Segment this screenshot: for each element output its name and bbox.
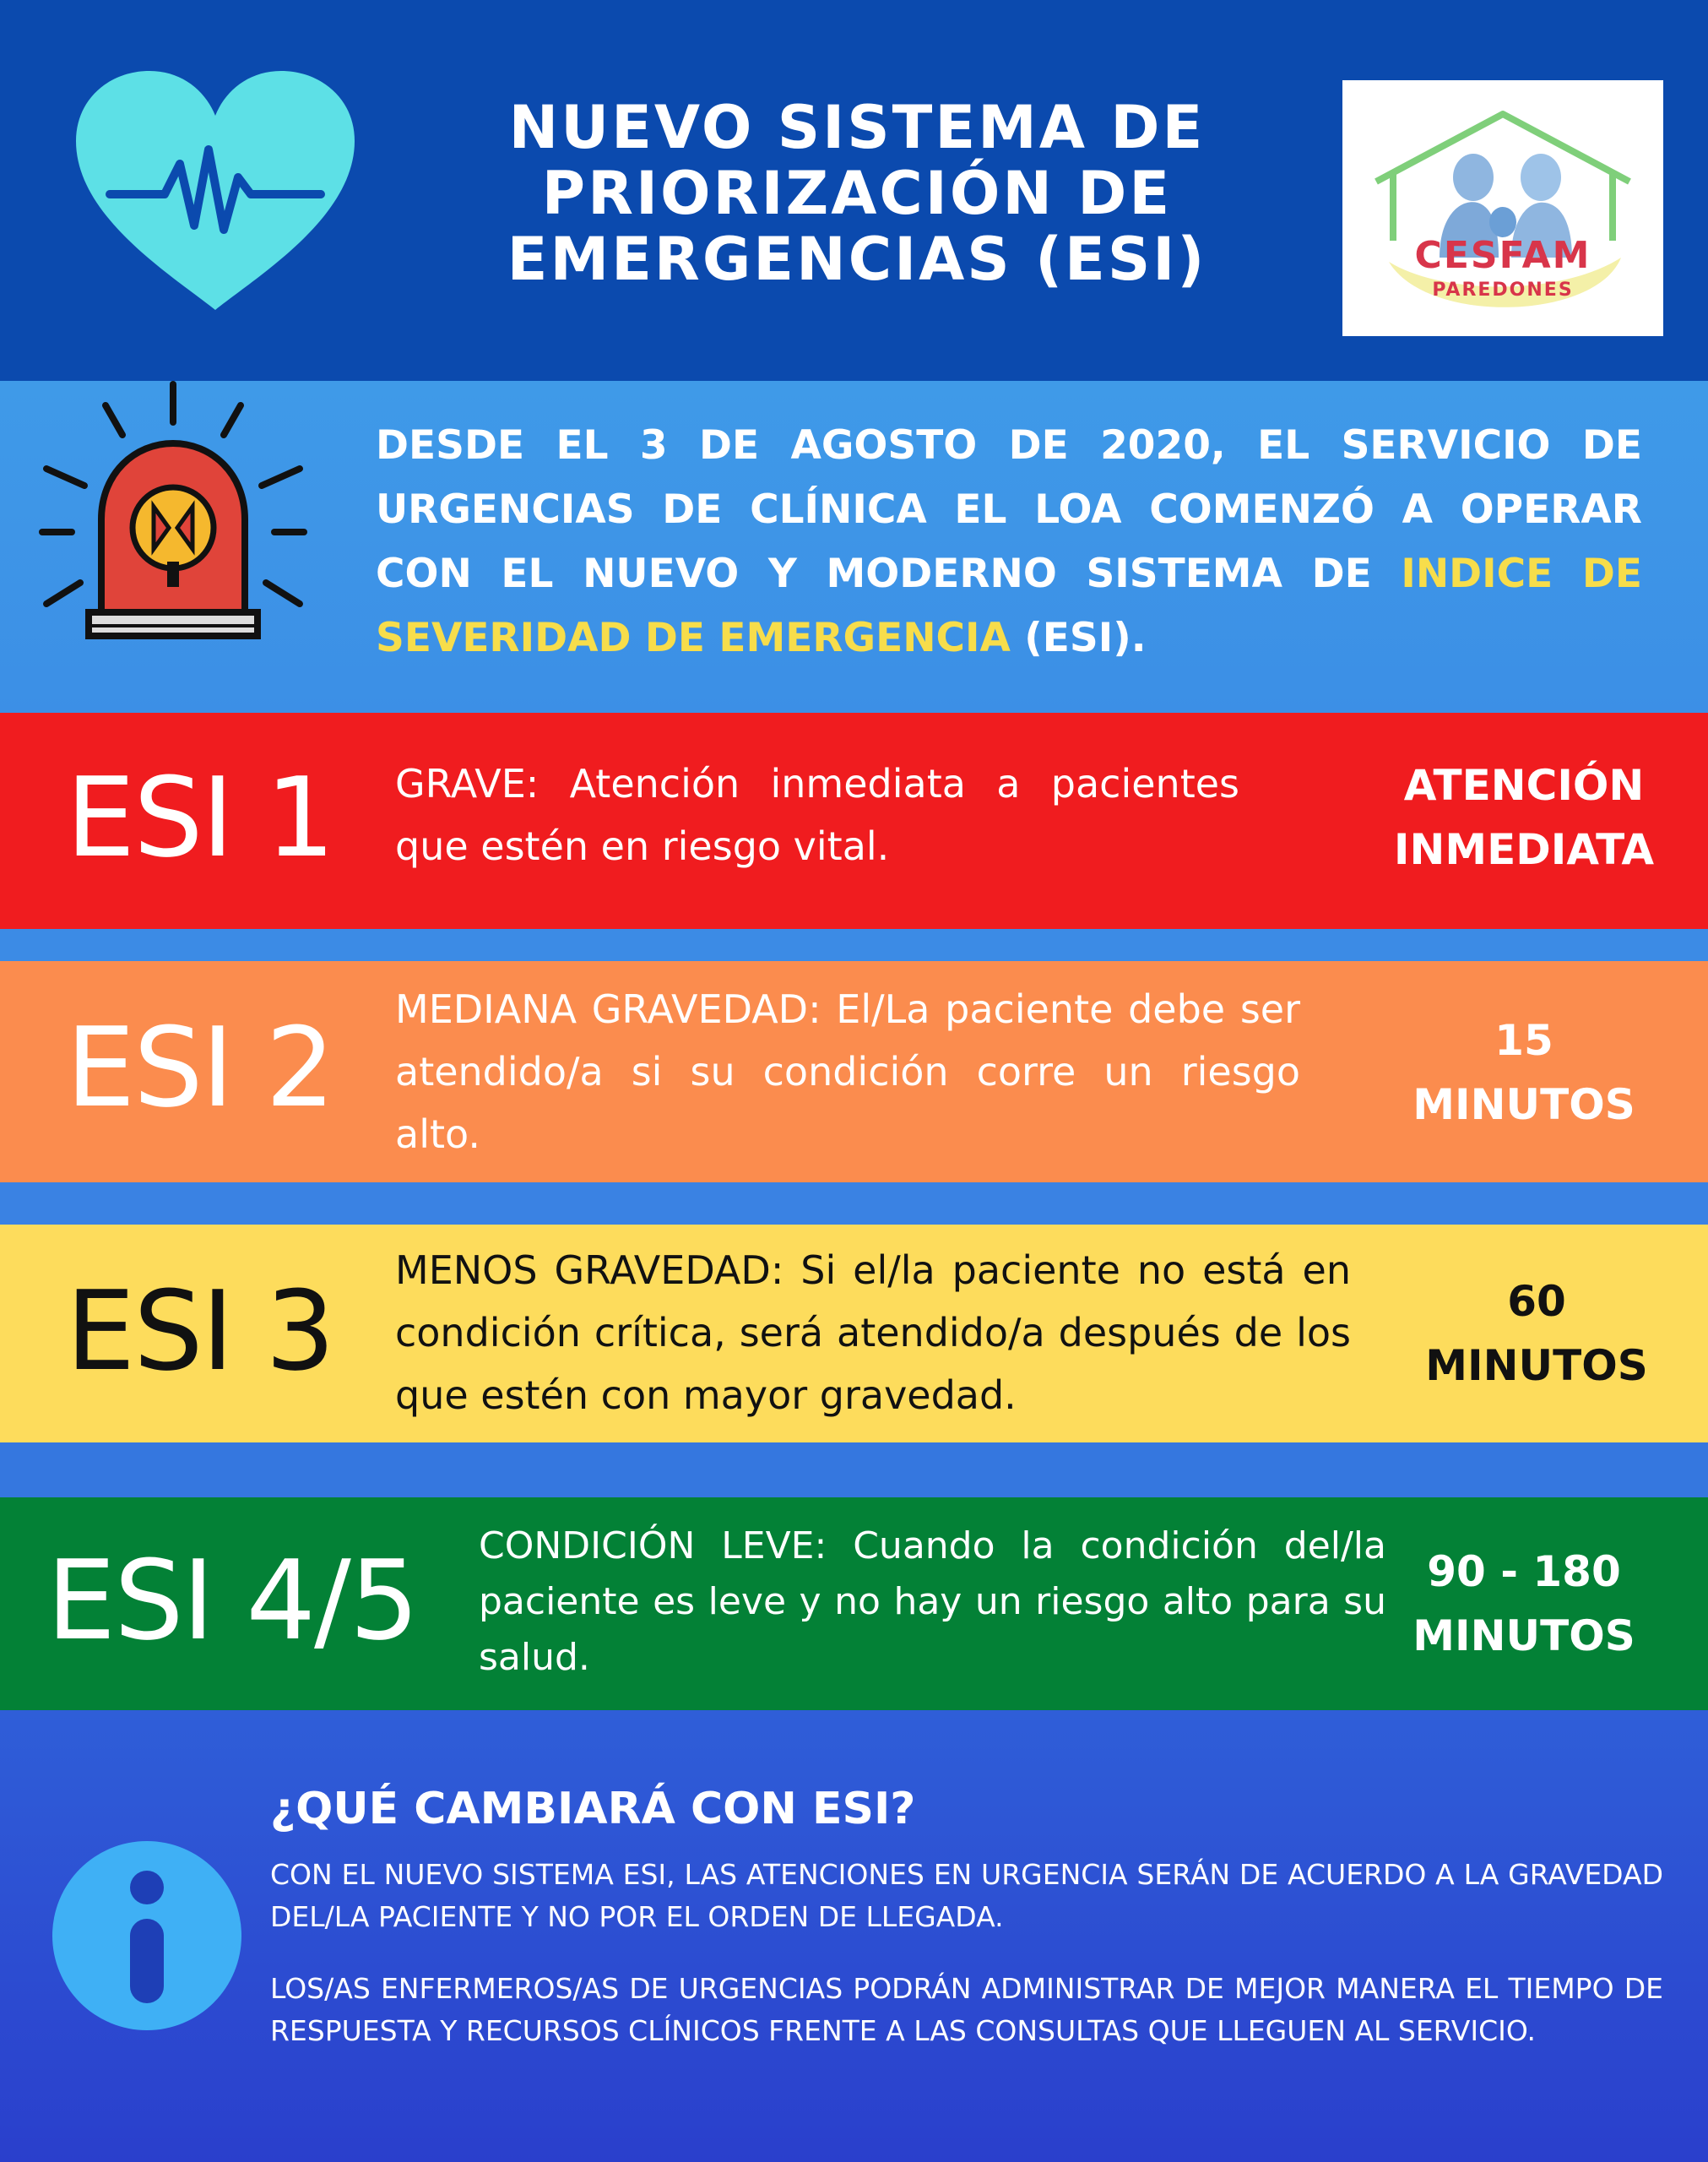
title-line: NUEVO SISTEMA DE [508,93,1206,162]
esi-time-line: MINUTOS [1425,1341,1648,1390]
changes-title: ¿QUÉ CAMBIARÁ CON ESI? [270,1784,916,1834]
page-title [456,95,1258,292]
logo-name: CESFAM [1414,234,1591,277]
esi-time [1334,753,1708,882]
esi-label: ESI 3 [66,1267,334,1395]
esi-level-row [0,713,1708,929]
esi-time-line: MINUTOS [1412,1080,1635,1129]
esi-label: ESI 2 [66,1003,334,1132]
cesfam-logo [1342,80,1663,336]
title-line: PRIORIZACIÓN DE [541,159,1173,228]
row-gap [0,1182,1708,1225]
changes-paragraph: LOS/AS ENFERMEROS/AS DE URGENCIAS PODRÁN ADMINISTRAR DE MEJOR MANERA EL TIEMPO DE RESPUESTA Y RECURSOS CLÍNICOS FRENTE A LAS CONSULTAS QUE LLEGUEN AL SERVICIO. [270,1972,1663,2047]
row-gap [0,1442,1708,1497]
esi-time-line: MINUTOS [1412,1611,1635,1660]
intro-text-part: (ESI). [1010,615,1147,661]
esi-time [1334,1008,1708,1137]
title-line: EMERGENCIAS (ESI) [507,225,1207,294]
esi-level-row [0,961,1708,1182]
esi-time-line: 15 [1494,1016,1553,1065]
esi-description: CONDICIÓN LEVE: Cuando la condición del/la paciente es leve y no hay un riesgo alto para su salud. [479,1524,1386,1679]
heart-pulse-icon [72,69,359,314]
intro-text-part: DESDE EL 3 DE AGOSTO DE 2020, EL SERVICIO DE URGENCIAS DE CLÍNICA EL LOA COMENZÓ A OPERAR CON EL NUEVO Y MODERNO SISTEMA DE [376,422,1642,597]
info-icon [52,1841,242,2031]
esi-description: MEDIANA GRAVEDAD: El/La paciente debe ser atendido/a si su condición corre un riesgo alto. [395,986,1300,1157]
esi-description: GRAVE: Atención inmediata a pacientes que estén en riesgo vital. [395,761,1239,869]
siren-icon [34,380,312,659]
esi-label: ESI 4/5 [46,1536,418,1665]
esi-time-line: INMEDIATA [1393,825,1655,874]
esi-time-line: 90 - 180 [1427,1547,1621,1596]
esi-time-line: 60 [1507,1277,1566,1326]
esi-level-row [0,1497,1708,1710]
row-gap [0,929,1708,961]
intro-text [376,414,1642,671]
esi-time-line: ATENCIÓN [1403,761,1645,810]
changes-paragraph: CON EL NUEVO SISTEMA ESI, LAS ATENCIONES EN URGENCIA SERÁN DE ACUERDO A LA GRAVEDAD DEL/LA PACIENTE Y NO POR EL ORDEN DE LLEGADA. [270,1858,1663,1933]
esi-time [1347,1269,1708,1398]
esi-level-row [0,1225,1708,1442]
esi-time [1334,1540,1708,1668]
logo-subtitle: PAREDONES [1432,280,1574,301]
esi-label: ESI 1 [66,753,334,882]
esi-description: MENOS GRAVEDAD: Si el/la paciente no está en condición crítica, será atendido/a después de los que estén con mayor gravedad. [395,1247,1351,1418]
intro-highlight: INDICE DE SEVERIDAD DE EMERGENCIA [376,551,1642,661]
